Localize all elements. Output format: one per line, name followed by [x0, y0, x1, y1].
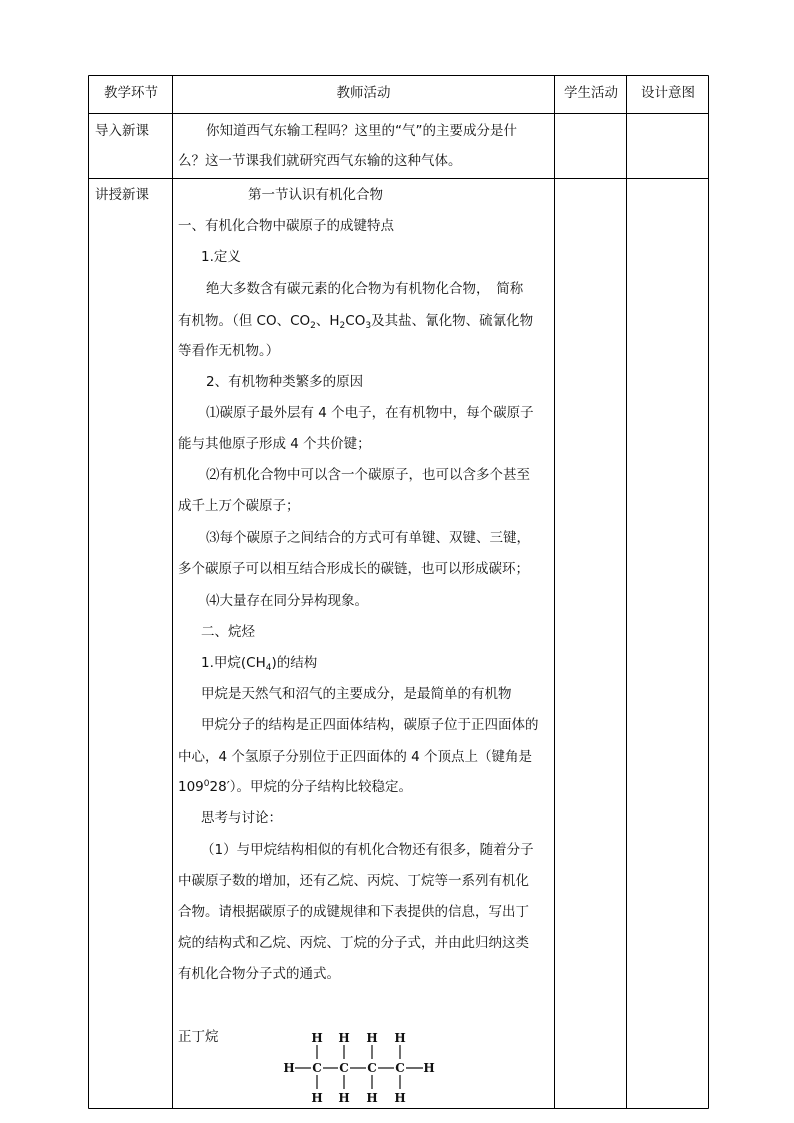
methane-line1: 甲烷是天然气和沼气的主要成分，是最简单的有机物	[201, 686, 512, 702]
reason2-line2: 成千上万个碳原子；	[178, 498, 300, 514]
discussion-line5: 有机化合物分子式的通式。	[178, 966, 340, 982]
methane-line3: 中心，4 个氢原子分别位于正四面体的 4 个顶点上（键角是	[178, 749, 533, 765]
reason1-line1: ⑴碳原子最外层有 4 个电子，在有机物中，每个碳原子	[206, 405, 534, 421]
butane-top-h-3: H	[366, 1031, 378, 1045]
reasons-title: 2、有机物种类繁多的原因	[206, 374, 364, 390]
discussion-line3: 合物。请根据碳原子的成键规律和下表提供的信息，写出丁	[178, 904, 529, 920]
butane-carbon-4: C	[395, 1061, 405, 1075]
intro-text-line1: 你知道西气东输工程吗？这里的“气”的主要成分是什	[206, 123, 517, 139]
header-teacher-activity: 教师活动	[336, 85, 391, 101]
reason2-line1: ⑵有机化合物中可以含一个碳原子，也可以含多个甚至	[206, 467, 530, 483]
discussion-line4: 烷的结构式和乙烷、丙烷、丁烷的分子式，并由此归纳这类	[178, 935, 529, 951]
butane-carbon-3: C	[367, 1061, 377, 1075]
butane-bottom-h-3: H	[366, 1091, 378, 1105]
heading-alkanes: 二、烷烃	[201, 624, 255, 640]
butane-bottom-h-2: H	[338, 1091, 350, 1105]
definition-title: 1.定义	[201, 249, 241, 265]
butane-structure	[280, 1028, 440, 1106]
methane-line2: 甲烷分子的结构是正四面体结构，碳原子位于正四面体的	[201, 717, 539, 733]
stage-lesson-label: 讲授新课	[95, 187, 149, 203]
reason4: ⑷大量存在同分异构现象。	[206, 593, 368, 609]
butane-bottom-h-1: H	[311, 1091, 323, 1105]
heading-carbon-bonding: 一、有机化合物中碳原子的成键特点	[178, 218, 394, 234]
discussion-line2: 中碳原子数的增加，还有乙烷、丙烷、丁烷等一系列有机化	[178, 873, 529, 889]
reason3-line2: 多个碳原子可以相互结合形成长的碳链，也可以形成碳环；	[178, 561, 529, 577]
butane-top-h-4: H	[394, 1031, 406, 1045]
definition-line2: 有机物。（但 CO、$CO_2$、$H_2CO_3$及其盐、氰化物、硫氰化物	[178, 313, 534, 331]
intro-text-line2: 么？这一节课我们就研究西气东输的这种气体。	[178, 153, 462, 169]
discussion-title: 思考与讨论：	[201, 810, 282, 826]
header-teaching-stage: 教学环节	[104, 85, 158, 101]
reason1-line2: 能与其他原子形成 4 个共价键；	[178, 436, 371, 452]
definition-line1: 绝大多数含有碳元素的化合物为有机物化合物， 简称	[206, 281, 524, 297]
reason3-line1: ⑶每个碳原子之间结合的方式可有单键、双键、三键，	[206, 530, 530, 546]
methane-line4: $109^028'$）。甲烷的分子结构比较稳定。	[178, 779, 413, 795]
methane-title: 1.甲烷$(CH_4)$的结构	[201, 655, 318, 673]
butane-top-h-2: H	[338, 1031, 350, 1045]
butane-chain-h-right: H	[423, 1061, 435, 1075]
discussion-line1: （1）与甲烷结构相似的有机化合物还有很多，随着分子	[201, 842, 534, 858]
butane-carbon-1: C	[312, 1061, 322, 1075]
definition-line3: 等看作无机物。）	[178, 343, 280, 359]
header-design-intent: 设计意图	[641, 85, 695, 101]
butane-top-h-1: H	[311, 1031, 323, 1045]
butane-carbon-2: C	[339, 1061, 349, 1075]
section-title: 第一节认识有机化合物	[248, 187, 383, 203]
butane-chain-h-left: H	[283, 1061, 295, 1075]
stage-intro-label: 导入新课	[95, 123, 149, 139]
butane-bottom-h-4: H	[394, 1091, 406, 1105]
header-student-activity: 学生活动	[564, 85, 618, 101]
butane-label: 正丁烷	[178, 1029, 219, 1045]
